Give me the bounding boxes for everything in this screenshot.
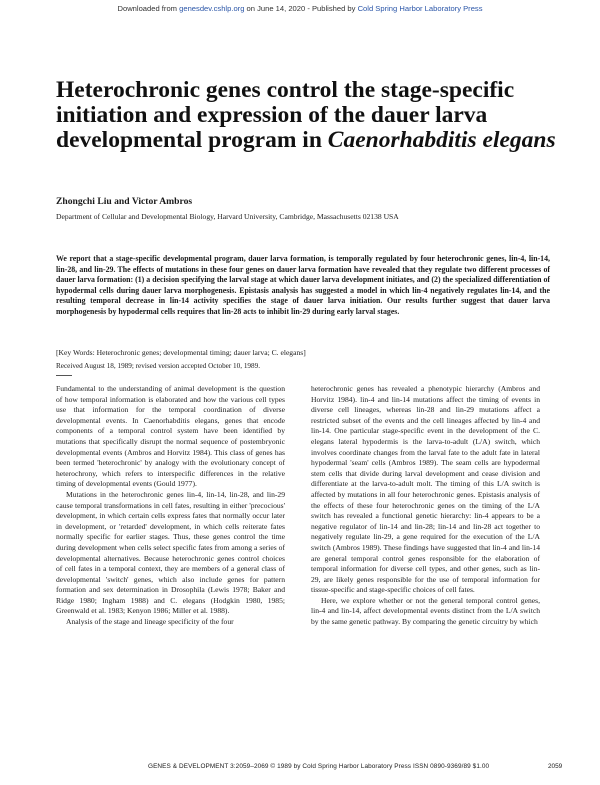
- body-paragraph: Analysis of the stage and lineage specificity of the four: [66, 617, 234, 627]
- keywords: [Key Words: Heterochronic genes; developmental timing; dauer larva; C. elegans]: [56, 348, 306, 357]
- download-banner: [0, 4, 600, 13]
- site-link[interactable]: genesdev.cshlp.org: [179, 4, 245, 13]
- left-column: [56, 384, 285, 628]
- abstract: We report that a stage-specific developmental program, dauer larva formation, is temporally regulated by four heterochronic genes, lin-4, lin-14, lin-28, and lin-29. The effects of mutations in these four genes on dauer larva formation have revealed that they regulate two different processes of dauer larva formation: (1) a decision specifying the larval stage at which dauer larva development initiates, and (2) the specialized differentiation of hypodermal cells during dauer larva morphogenesis. Epistasis analysis has suggested a model in which lin-4 negatively regulates lin-14, and the resulting temporal decrease in lin-14 activity specifies the stage of dauer larva initiation. Our results further suggest that dauer larva morphogenesis by hypodermal cells requires that lin-28 acts to inhibit lin-29 during early larval stages.: [56, 254, 550, 316]
- article-title: [56, 78, 576, 153]
- affiliation: Department of Cellular and Developmental Biology, Harvard University, Cambridge, Massachusetts 02138 USA: [56, 212, 399, 221]
- right-column: [311, 384, 540, 628]
- title-species: Caenorhabditis elegans: [327, 127, 556, 153]
- body-paragraph: Mutations in the heterochronic genes lin-4, lin-14, lin-28, and lin-29 cause temporal transformations in cell fates, resulting in either 'precocious' development, in which certain cells express fates that normally occur later in development, or 'retarded' development, in which cells reiterate fates normally specific for earlier stages. Thus, these genes control the time during development when cells select specific fates from among a series of developmental alternatives. Because heterochronic genes control choices of cell fates in a temporal context, they are members of a general class of developmental 'switch' genes, which also include genes for pattern formation and sex determination in Drosophila (Lewis 1978; Baker and Ridge 1980; Ingham 1988) and C. elegans (Hodgkin 1980, 1985; Greenwald et al. 1983; Kenyon 1986; Miller et al. 1988).: [56, 489, 285, 616]
- page-number: 2059: [548, 763, 563, 770]
- title-main: Heterochronic genes control the stage-specific initiation and expression of the dauer larva developmental program in: [56, 77, 515, 153]
- download-prefix: Downloaded from: [117, 4, 180, 13]
- journal-citation: GENES & DEVELOPMENT 3:2059–2069 © 1989 by Cold Spring Harbor Laboratory Press ISSN 0890-9369/89 $1.00: [148, 763, 490, 770]
- body-paragraph: Here, we explore whether or not the general temporal control genes, lin-4 and lin-14, affect developmental events distinct from the L/A switch by the same genetic pathway. By comparing the genetic circuitry by which: [311, 595, 540, 627]
- received-date: Received August 18, 1989; revised version accepted October 10, 1989.: [56, 362, 260, 370]
- authors: Zhongchi Liu and Victor Ambros: [56, 196, 193, 207]
- publisher-link[interactable]: Cold Spring Harbor Laboratory Press: [357, 4, 483, 13]
- download-middle: on June 14, 2020 - Published by: [244, 4, 358, 13]
- section-divider: [56, 375, 72, 376]
- body-paragraph: Fundamental to the understanding of animal development is the question of how temporal information is elaborated and how the various cell types use that information for the temporal coordination of diverse developmental events. In Caenorhabditis elegans, genes that encode components of a temporal control system have been identified by mutations that specifically disrupt the normal sequence of postembryonic developmental events (Ambros and Horvitz 1984). This class of genes has been termed 'heterochronic' by analogy with the evolutionary concept of heterochrony, which refers to interspecific differences in the relative timing of developmental events (Gould 1977).: [56, 384, 285, 489]
- body-paragraph: heterochronic genes has revealed a phenotypic hierarchy (Ambros and Horvitz 1984). lin-4 and lin-14 mutations affect the timing of events in diverse cell lineages, whereas lin-28 and lin-29 mutations affect a restricted subset of the events and the cell lineages affected by lin-4 and lin-14. One particular stage-specific event in the development of the C. elegans lateral hypodermis is the larva-to-adult (L/A) switch, which involves coordinate changes from the larval fate to the adult fate in lateral hypodermal 'seam' cells (Ambros 1989). The seam cells are hypodermal stem cells that divide during larval development and cease division and differentiate at the larva-to-adult molt. The timing of this L/A switch is affected by mutations in all four heterochronic genes. Epistasis analysis of the effects of these four heterochronic genes on the timing of the L/A switch has revealed a functional genetic hierarchy: lin-4 appears to be a negative regulator of lin-14 and lin-28; lin-14 and lin-28 act together to negatively regulate lin-29, a gene required for the execution of the L/A switch (Ambros 1989). These findings have suggested that lin-4 and lin-14 are general temporal control genes responsible for the elaboration of temporal information for diverse cell types, and other genes, such as lin-29, are likely genes responsible for the use of temporal information for tissue-specific and stage-specific choices of cell fates.: [311, 384, 540, 595]
